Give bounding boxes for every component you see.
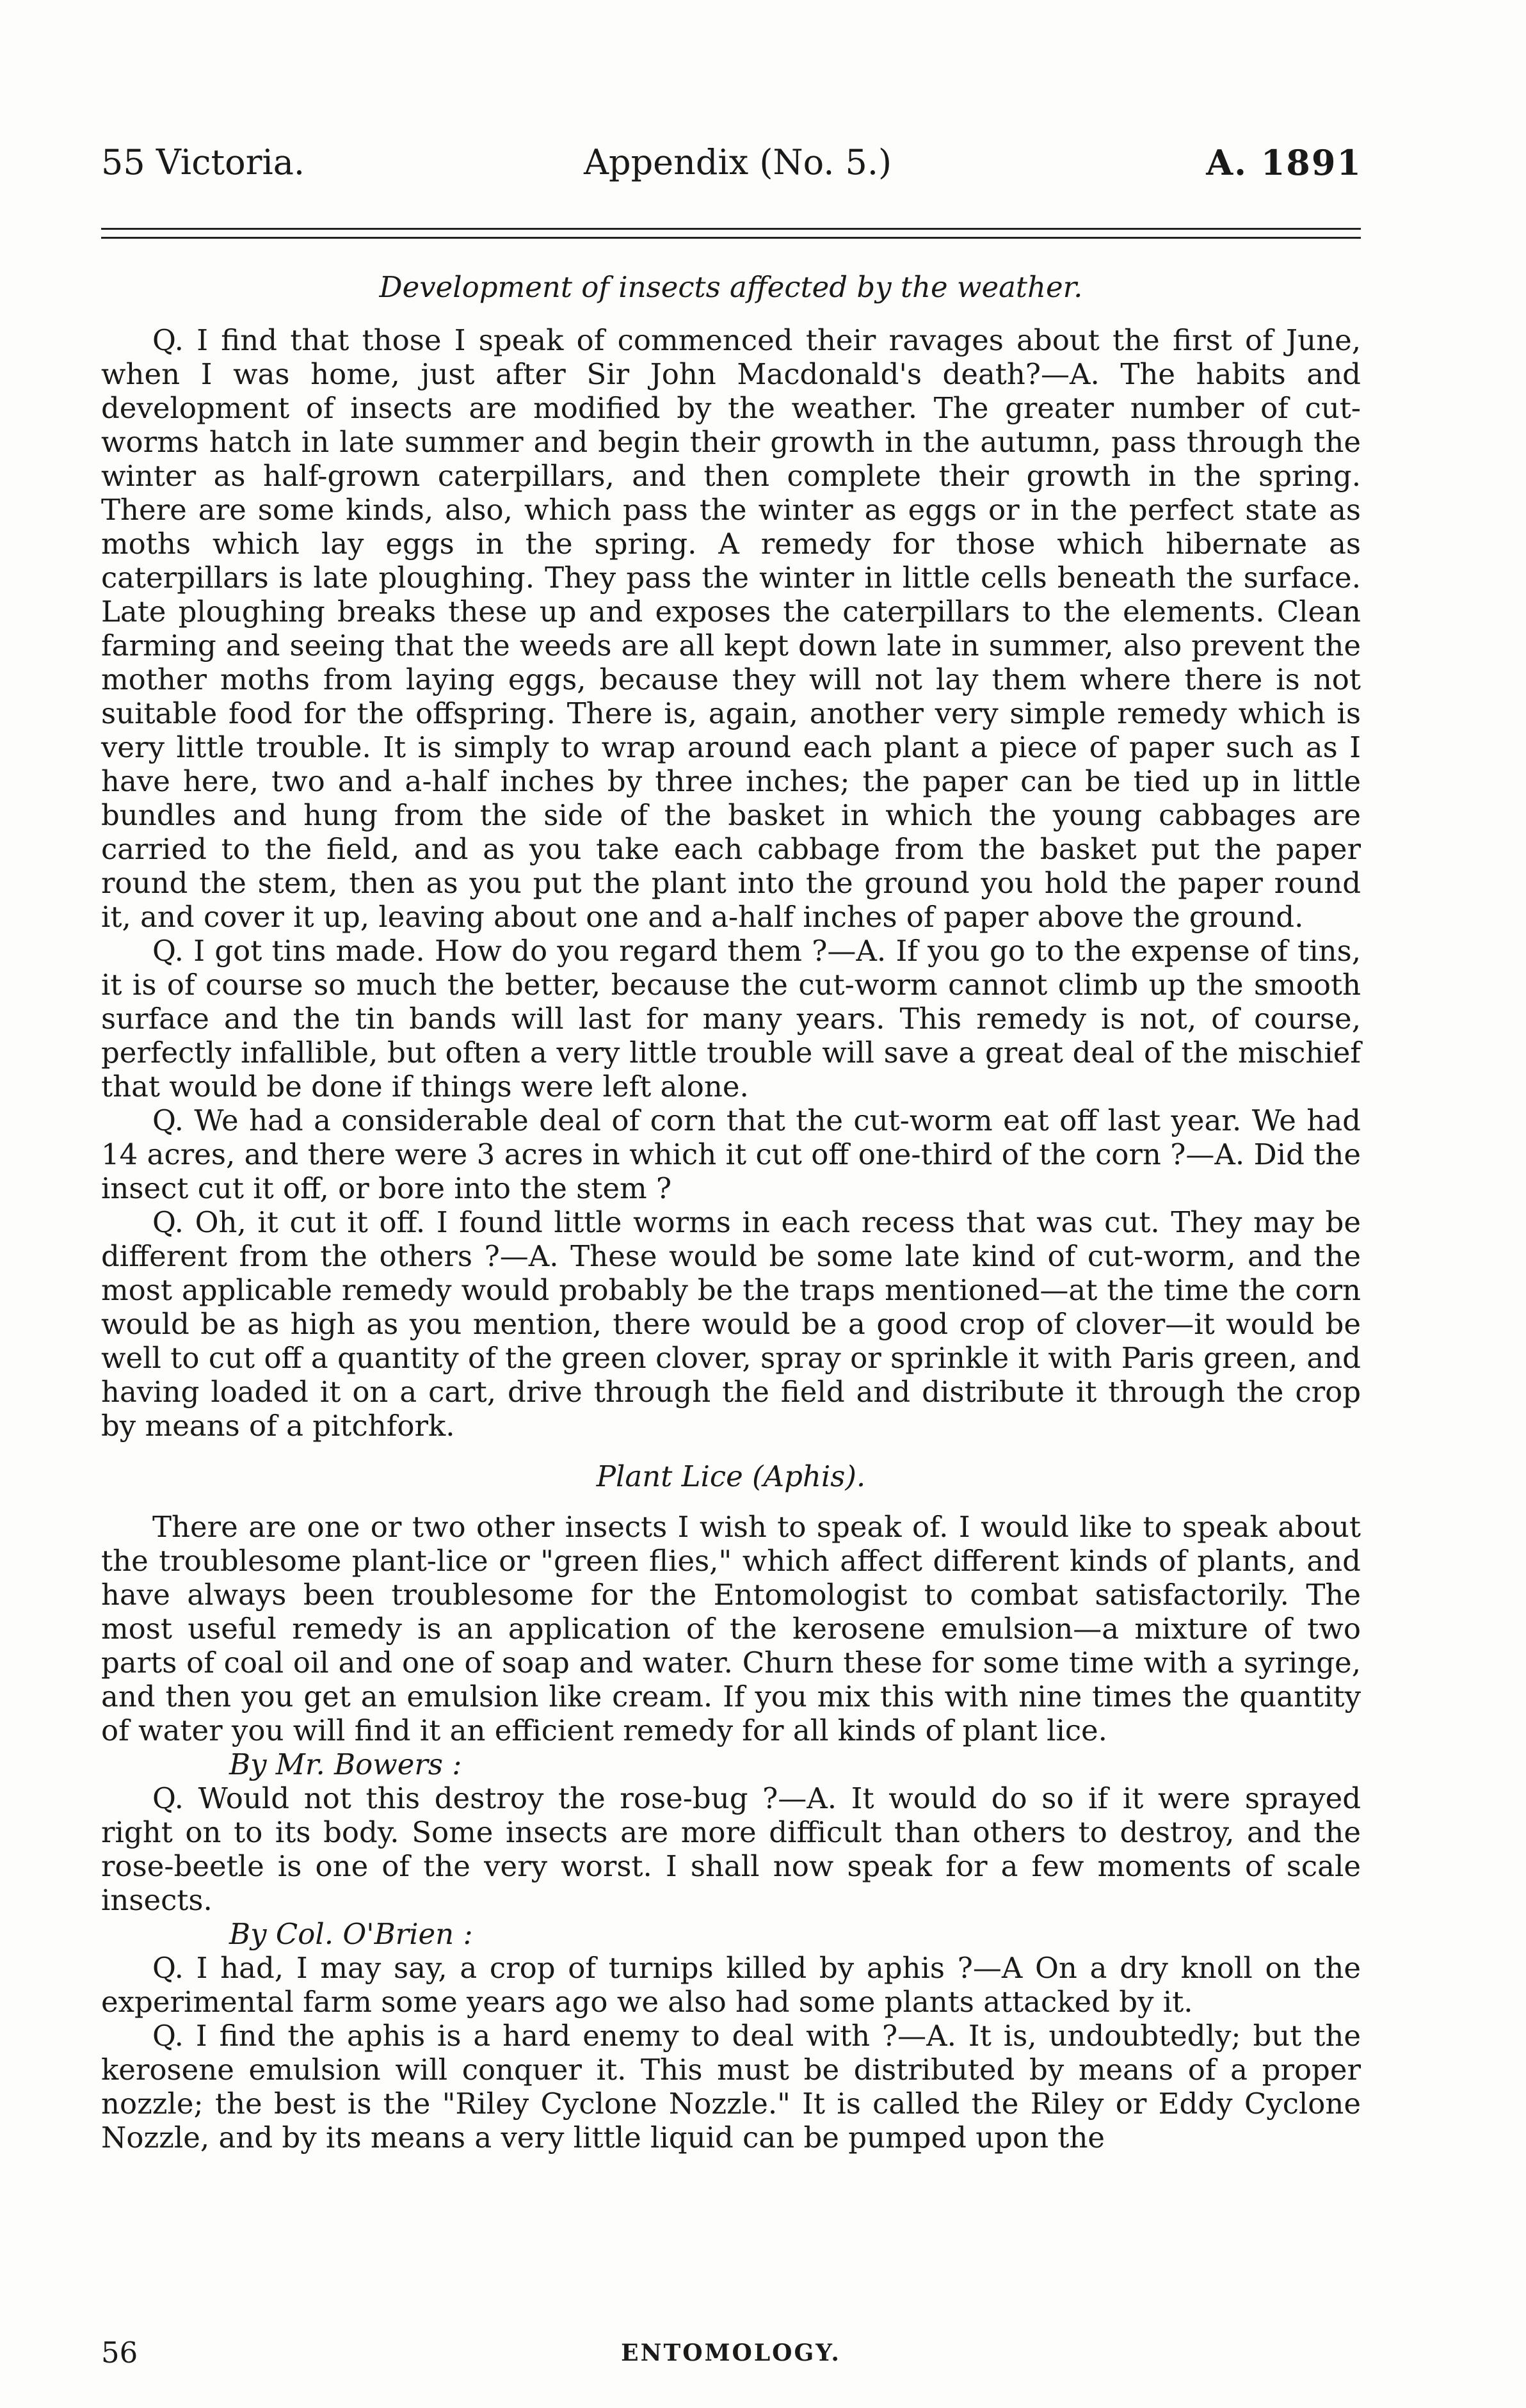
paragraph: Q. Would not this destroy the rose-bug ?—A. It would do so if it were sprayed right on to its body. Some insects are more difficult than others to destroy, and the rose-beetle is one of the very worst. I shall now speak for a few moments of scale insects. [101,1781,1361,1917]
header-session: 55 Victoria. [101,142,305,182]
page-footer [101,2335,1361,2373]
page-number: 56 [101,2336,138,2370]
speaker-label: By Col. O'Brien : [229,1917,473,1951]
paragraph: Q. I got tins made. How do you regard them ?—A. If you go to the expense of tins, it is of course so much the better, because the cut-worm cannot climb up the smooth surface and the tin bands will last for many years. This remedy is not, of course, perfectly infallible, but often a very little trouble will save a great deal of the mischief that would be done if things were left alone. [101,934,1361,1104]
header-rule-bottom [101,237,1361,239]
paragraph: There are one or two other insects I wish to speak of. I would like to speak about the troublesome plant-lice or "green flies," which affect different kinds of plants, and have always been troublesome for the Entomologist to combat satisfactorily. The most useful remedy is an application of the kerosene emulsion—a mixture of two parts of coal oil and one of soap and water. Churn these for some time with a syringe, and then you get an emulsion like cream. If you mix this with nine times the quantity of water you will find it an efficient remedy for all kinds of plant lice. [101,1510,1361,1747]
section-heading-plant-lice: Plant Lice (Aphis). [596,1459,866,1493]
page-body [101,270,1361,2155]
paragraph: Q. I had, I may say, a crop of turnips killed by aphis ?—A On a dry knoll on the experimental farm some years ago we also had some plants attacked by it. [101,1951,1361,2019]
header-year: A. 1891 [1206,142,1362,183]
header-appendix: Appendix (No. 5.) [584,142,892,182]
section-heading-weather: Development of insects affected by the weather. [379,270,1083,304]
paragraph: Q. We had a considerable deal of corn that the cut-worm eat off last year. We had 14 acres, and there were 3 acres in which it cut off one-third of the corn ?—A. Did the insect cut it off, or bore into the stem ? [101,1104,1361,1205]
speaker-label: By Mr. Bowers : [229,1747,462,1781]
paragraph: Q. I find that those I speak of commenced their ravages about the first of June, when I was home, just after Sir John Macdonald's death?—A. The habits and development of insects are modified by the weather. The greater number of cut-worms hatch in late summer and begin their growth in the autumn, pass through the winter as half-grown caterpillars, and then complete their growth in the spring. There are some kinds, also, which pass the winter as eggs or in the perfect state as moths which lay eggs in the spring. A remedy for those which hibernate as caterpillars is late ploughing. They pass the winter in little cells beneath the surface. Late ploughing breaks these up and exposes the caterpillars to the elements. Clean farming and seeing that the weeds are all kept down late in summer, also prevent the mother moths from laying eggs, because they will not lay them where there is not suitable food for the offspring. There is, again, another very simple remedy which is very little trouble. It is simply to wrap around each plant a piece of paper such as I have here, two and a-half inches by three inches; the paper can be tied up in little bundles and hung from the side of the basket in which the young cabbages are carried to the field, and as you take each cabbage from the basket put the paper round the stem, then as you put the plant into the ground you hold the paper round it, and cover it up, leaving about one and a-half inches of paper above the ground. [101,323,1361,934]
header-rule-top [101,228,1361,230]
paragraph: Q. I find the aphis is a hard enemy to deal with ?—A. It is, undoubtedly; but the kerosene emulsion will conquer it. This must be distributed by means of a proper nozzle; the best is the "Riley Cyclone Nozzle." It is called the Riley or Eddy Cyclone Nozzle, and by its means a very little liquid can be pumped upon the [101,2019,1361,2155]
page-header [0,0,1526,205]
paragraph: Q. Oh, it cut it off. I found little worms in each recess that was cut. They may be different from the others ?—A. These would be some late kind of cut-worm, and the most applicable remedy would probably be the traps mentioned—at the time the corn would be as high as you mention, there would be a good crop of clover—it would be well to cut off a quantity of the green clover, spray or sprinkle it with Paris green, and having loaded it on a cart, drive through the field and distribute it through the crop by means of a pitchfork. [101,1205,1361,1443]
running-footer-title: ENTOMOLOGY. [621,2340,841,2366]
